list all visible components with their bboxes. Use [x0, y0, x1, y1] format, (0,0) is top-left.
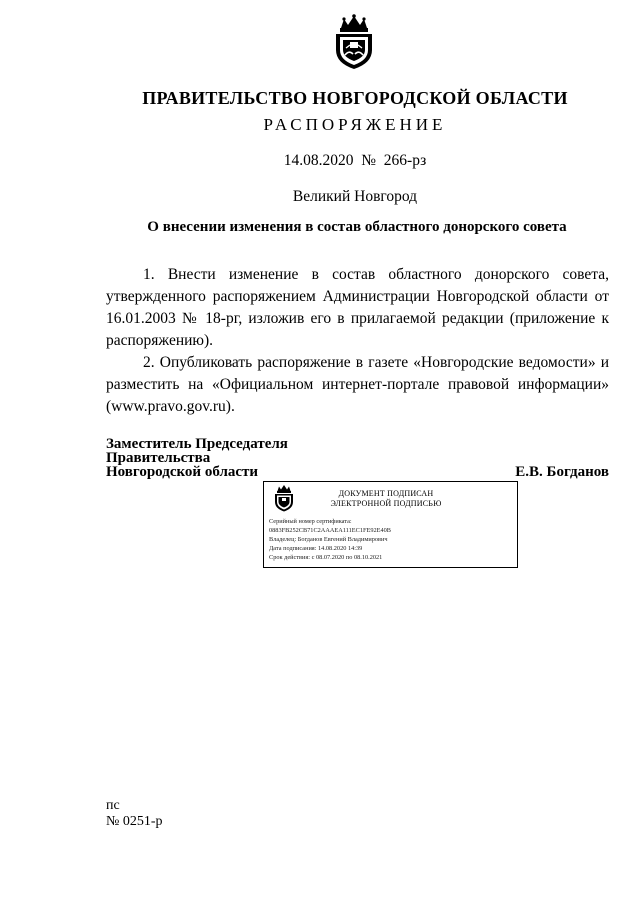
stamp-details — [269, 517, 514, 562]
document-type: РАСПОРЯЖЕНИЕ — [263, 115, 447, 134]
stamp-coat-of-arms-icon — [272, 484, 296, 512]
stamp-title-line-2: ЭЛЕКТРОННОЙ ПОДПИСЬЮ — [330, 499, 442, 508]
document-place: Великий Новгород — [292, 188, 418, 205]
signer-name: Е.В. Богданов — [515, 464, 609, 480]
stamp-title — [306, 489, 466, 509]
footer-line-1: пс — [106, 798, 120, 813]
stamp-detail-line: Владелец: Богданов Евгений Владимирович — [269, 536, 388, 543]
organization-title: ПРАВИТЕЛЬСТВО НОВГОРОДСКОЙ ОБЛАСТИ — [142, 88, 568, 108]
document-subject: О внесении изменения в состав областного донорского совета — [147, 219, 567, 235]
document-body — [106, 264, 609, 418]
stamp-detail-line: Срок действия: с 08.07.2020 по 08.10.2021 — [269, 554, 383, 561]
stamp-detail-line: Серийный номер сертификата: — [269, 518, 352, 525]
footer-line-2: № 0251-р — [106, 814, 163, 829]
document-date-number — [0, 152, 640, 170]
paragraph-1: 1. Внести изменение в состав областного донорского совета, утвержденного распоряжением Администрации Новгородской области от 16.01.2003 № 18-рг, изложив его в прилагаемой редакции (приложение к распоряжению). — [106, 266, 609, 349]
signer-position-line-1: Заместитель Председателя — [106, 436, 288, 452]
document-date: 14.08.2020 — [283, 152, 354, 169]
stamp-header — [264, 482, 519, 512]
stamp-title-line-1: ДОКУМЕНТ ПОДПИСАН — [338, 489, 434, 498]
e-signature-stamp — [263, 481, 518, 568]
number-sign: № — [361, 152, 377, 169]
signer-position-line-3: Новгородской области — [106, 464, 259, 480]
document-number: 266-рз — [383, 152, 427, 169]
coat-of-arms-icon — [331, 14, 377, 70]
signer-position-line-2: Правительства — [106, 450, 211, 466]
stamp-detail-line: 0883FB252CB71C2AAAEA111EC1FE92E40B — [269, 527, 391, 534]
signature-block — [106, 437, 609, 479]
footer-note — [106, 798, 163, 830]
stamp-detail-line: Дата подписания: 14.08.2020 14:39 — [269, 545, 363, 552]
signer-line — [106, 465, 609, 479]
paragraph-2: 2. Опубликовать распоряжение в газете «Новгородские ведомости» и разместить на «Официальном интернет-портале правовой информации» (www.pravo.gov.ru). — [106, 354, 609, 415]
